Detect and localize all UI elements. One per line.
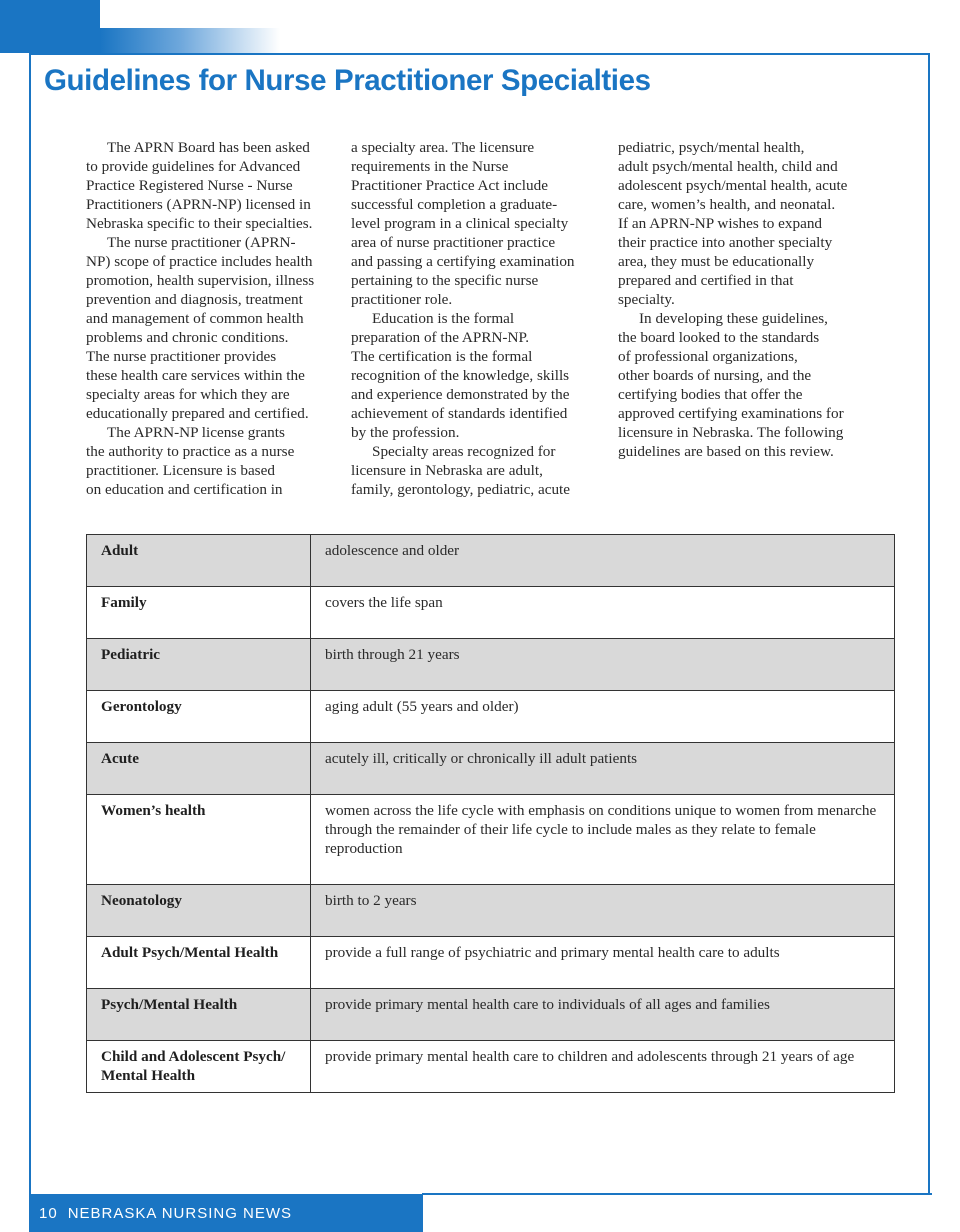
specialty-description: women across the life cycle with emphasis on conditions unique to women from menarche (325, 802, 877, 819)
specialty-name: Psych/Mental Health (101, 996, 238, 1013)
body-text-line: pertaining to the specific nurse (351, 272, 539, 289)
specialty-description-cell (311, 795, 895, 885)
body-text-line: pediatric, psych/mental health, (618, 139, 805, 156)
body-text-line: achievement of standards identified (351, 405, 568, 422)
specialty-description: adolescence and older (325, 542, 460, 559)
body-text-line: by the profession. (351, 424, 460, 441)
table-row (87, 885, 895, 937)
text-column-1 (86, 138, 346, 499)
body-text-line: The nurse practitioner (APRN- (107, 234, 296, 251)
body-text-line: In developing these guidelines, (639, 310, 828, 327)
specialty-name: Women’s health (101, 802, 206, 819)
specialty-description: birth to 2 years (325, 892, 417, 909)
body-text-line: specialty areas for which they are (86, 386, 290, 403)
body-text-line: specialty. (618, 291, 675, 308)
table-row (87, 795, 895, 885)
body-text-line: Practitioners (APRN-NP) licensed in (86, 196, 311, 213)
table-row (87, 587, 895, 639)
specialty-name: Neonatology (101, 892, 182, 909)
body-text-line: care, women’s health, and neonatal. (618, 196, 836, 213)
body-text-line: family, gerontology, pediatric, acute (351, 481, 571, 498)
body-text-line: practitioner role. (351, 291, 453, 308)
publication-name: NEBRASKA NURSING NEWS (67, 1204, 293, 1222)
body-text-line: on education and certification in (86, 481, 283, 498)
body-text-line: prepared and certified in that (618, 272, 794, 289)
body-text-line: to provide guidelines for Advanced (86, 158, 301, 175)
body-text-line: the board looked to the standards (618, 329, 820, 346)
specialty-description-cell (311, 885, 895, 937)
corner-color-block (0, 0, 100, 53)
body-text-line: practitioner. Licensure is based (86, 462, 275, 479)
body-text-line: recognition of the knowledge, skills (351, 367, 570, 384)
corner-gradient-bar (100, 28, 280, 53)
specialty-name-cell (87, 795, 311, 885)
body-text-line: and management of common health (86, 310, 304, 327)
body-text-line: Practitioner Practice Act include (351, 177, 548, 194)
body-text-line: and passing a certifying examination (351, 253, 575, 270)
body-text-line: The APRN-NP license grants (107, 424, 285, 441)
body-text-line: Nebraska specific to their specialties. (86, 215, 313, 232)
body-text-line: preparation of the APRN-NP. (351, 329, 530, 346)
specialty-name: Acute (101, 750, 139, 767)
specialty-name-cell (87, 989, 311, 1041)
body-text-line: adult psych/mental health, child and (618, 158, 838, 175)
specialty-name: Adult (101, 542, 139, 559)
body-text-line: approved certifying examinations for (618, 405, 844, 422)
text-column-3 (618, 138, 878, 461)
specialty-description: aging adult (55 years and older) (325, 698, 519, 715)
table-row (87, 535, 895, 587)
specialty-name: Family (101, 594, 147, 611)
body-text-line: licensure in Nebraska. The following (618, 424, 844, 441)
specialty-description-cell (311, 743, 895, 795)
page-border-bottom (422, 1193, 932, 1195)
specialty-name-cell (87, 691, 311, 743)
body-text-line: other boards of nursing, and the (618, 367, 812, 384)
body-text-line: the authority to practice as a nurse (86, 443, 295, 460)
body-text-line: NP) scope of practice includes health (86, 253, 313, 270)
body-text-line: licensure in Nebraska are adult, (351, 462, 543, 479)
table-row (87, 743, 895, 795)
specialty-name: Gerontology (101, 698, 182, 715)
specialty-name: Child and Adolescent Psych/ (101, 1048, 286, 1065)
specialty-description-cell (311, 639, 895, 691)
specialty-description-cell (311, 535, 895, 587)
specialty-description: reproduction (325, 840, 403, 857)
specialty-name-cell (87, 743, 311, 795)
specialty-name-cell (87, 885, 311, 937)
specialty-description-cell (311, 989, 895, 1041)
body-text-line: requirements in the Nurse (351, 158, 509, 175)
table-row (87, 1041, 895, 1093)
specialty-name: Adult Psych/Mental Health (101, 944, 279, 961)
body-text-line: a specialty area. The licensure (351, 139, 535, 156)
page-number: 10 (39, 1204, 58, 1222)
body-text-line: The APRN Board has been asked (107, 139, 310, 156)
specialty-name: Mental Health (101, 1067, 196, 1084)
specialty-name-cell (87, 535, 311, 587)
table-row (87, 989, 895, 1041)
table-row (87, 937, 895, 989)
specialty-table (86, 534, 895, 1093)
table-row (87, 691, 895, 743)
specialty-description: birth through 21 years (325, 646, 460, 663)
body-text-line: adolescent psych/mental health, acute (618, 177, 848, 194)
body-text-line: Practice Registered Nurse - Nurse (86, 177, 293, 194)
specialty-description: covers the life span (325, 594, 443, 611)
specialty-description-cell (311, 1041, 895, 1093)
body-text-line: area, they must be educationally (618, 253, 815, 270)
body-text-line: area of nurse practitioner practice (351, 234, 556, 251)
specialty-description-cell (311, 691, 895, 743)
body-text-line: problems and chronic conditions. (86, 329, 289, 346)
body-text-line: The nurse practitioner provides (86, 348, 277, 365)
specialty-description: provide primary mental health care to children and adolescents through 21 years of age (325, 1048, 855, 1065)
specialty-description: provide primary mental health care to individuals of all ages and families (325, 996, 770, 1013)
body-text-line: Education is the formal (372, 310, 515, 327)
footer-bar (29, 1194, 423, 1232)
specialty-description: provide a full range of psychiatric and primary mental health care to adults (325, 944, 780, 961)
body-text-line: The certification is the formal (351, 348, 533, 365)
specialty-description: acutely ill, critically or chronically ill adult patients (325, 750, 638, 767)
table-row (87, 639, 895, 691)
specialty-table-body (87, 535, 895, 1093)
body-text-line: and experience demonstrated by the (351, 386, 570, 403)
specialty-description-cell (311, 587, 895, 639)
body-text-line: of professional organizations, (618, 348, 798, 365)
body-text-line: educationally prepared and certified. (86, 405, 309, 422)
body-text-line: certifying bodies that offer the (618, 386, 803, 403)
body-text-line: level program in a clinical specialty (351, 215, 569, 232)
specialty-name-cell (87, 1041, 311, 1093)
body-text-line: promotion, health supervision, illness (86, 272, 315, 289)
body-text-line: prevention and diagnosis, treatment (86, 291, 303, 308)
body-text-line: their practice into another specialty (618, 234, 833, 251)
body-text-line: these health care services within the (86, 367, 305, 384)
specialty-name: Pediatric (101, 646, 161, 663)
body-text-line: successful completion a graduate- (351, 196, 558, 213)
specialty-name-cell (87, 587, 311, 639)
page-title: Guidelines for Nurse Practitioner Specialties (44, 64, 651, 97)
text-column-2 (351, 138, 601, 499)
body-text-line: If an APRN-NP wishes to expand (618, 215, 823, 232)
body-text-line: Specialty areas recognized for (372, 443, 556, 460)
specialty-name-cell (87, 937, 311, 989)
specialty-description: through the remainder of their life cycle to include males as they relate to female (325, 821, 816, 838)
specialty-name-cell (87, 639, 311, 691)
body-text-line: guidelines are based on this review. (618, 443, 834, 460)
specialty-description-cell (311, 937, 895, 989)
